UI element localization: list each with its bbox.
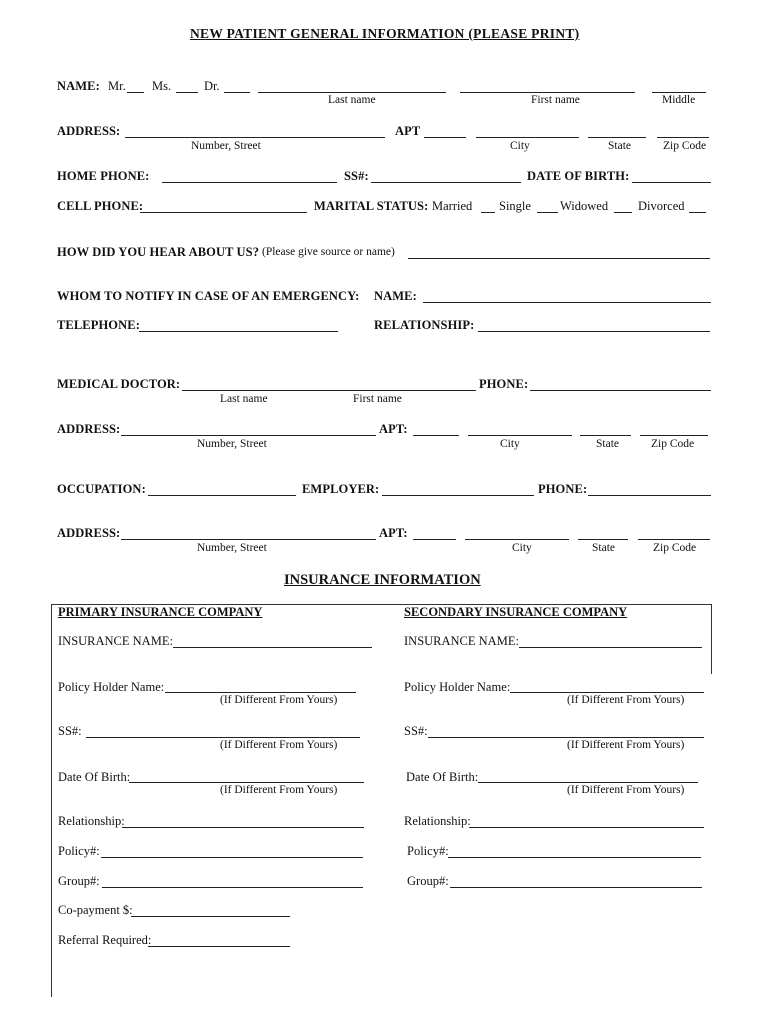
medical-doctor-label: MEDICAL DOCTOR: [57, 377, 181, 391]
last-name-field[interactable] [258, 92, 446, 93]
hear-about-field[interactable] [408, 258, 710, 259]
primary-ss-label: SS#: [58, 724, 82, 738]
dr-field[interactable] [224, 92, 250, 93]
insurance-box-right [711, 604, 712, 674]
secondary-relationship-label: Relationship: [404, 814, 471, 828]
primary-group-label: Group#: [58, 874, 100, 888]
doctor-city-field[interactable] [468, 435, 572, 436]
doctor-zip-field[interactable] [640, 435, 708, 436]
mr-field[interactable] [127, 92, 144, 93]
employer-field[interactable] [382, 495, 534, 496]
doctor-apt-field[interactable] [413, 435, 459, 436]
medical-doctor-field[interactable] [182, 390, 476, 391]
doctor-address-label: ADDRESS: [57, 422, 121, 436]
ms-option: Ms. [152, 79, 172, 93]
employer-phone-field[interactable] [588, 495, 711, 496]
divorced-field[interactable] [689, 212, 706, 213]
primary-referral-label: Referral Required: [58, 933, 152, 947]
secondary-if-different-3: (If Different From Yours) [567, 784, 685, 796]
secondary-insurance-name-label: INSURANCE NAME: [404, 634, 519, 648]
primary-insurance-heading: PRIMARY INSURANCE COMPANY [58, 605, 263, 619]
primary-ss-field[interactable] [86, 737, 360, 738]
doctor-state-caption: State [596, 438, 619, 450]
employer-zip-caption: Zip Code [653, 542, 697, 554]
doctor-phone-label: PHONE: [479, 377, 529, 391]
doctor-zip-caption: Zip Code [651, 438, 695, 450]
primary-group-field[interactable] [102, 887, 363, 888]
secondary-policy-holder-label: Policy Holder Name: [404, 680, 511, 694]
doctor-last-name-caption: Last name [220, 393, 268, 405]
ms-field[interactable] [176, 92, 198, 93]
emergency-telephone-field[interactable] [139, 331, 338, 332]
hear-about-label: HOW DID YOU HEAR ABOUT US? [57, 245, 260, 259]
dr-option: Dr. [204, 79, 220, 93]
emergency-label: WHOM TO NOTIFY IN CASE OF AN EMERGENCY: [57, 289, 360, 303]
occupation-field[interactable] [148, 495, 296, 496]
emergency-name-label: NAME: [374, 289, 417, 303]
doctor-city-caption: City [500, 438, 520, 450]
home-phone-field[interactable] [162, 182, 337, 183]
emergency-relationship-field[interactable] [478, 331, 710, 332]
zip-field[interactable] [657, 137, 709, 138]
employer-state-field[interactable] [578, 539, 628, 540]
primary-if-different-3: (If Different From Yours) [220, 784, 338, 796]
dob-field[interactable] [632, 182, 711, 183]
employer-state-caption: State [592, 542, 615, 554]
primary-policy-holder-field[interactable] [165, 692, 356, 693]
cell-phone-label: CELL PHONE: [57, 199, 144, 213]
primary-copay-label: Co-payment $: [58, 903, 133, 917]
occupation-label: OCCUPATION: [57, 482, 146, 496]
zip-caption: Zip Code [663, 140, 707, 152]
doctor-number-street-caption: Number, Street [197, 438, 267, 450]
secondary-policy-label: Policy#: [407, 844, 449, 858]
single-option: Single [499, 199, 531, 213]
secondary-policy-holder-field[interactable] [510, 692, 704, 693]
state-field[interactable] [588, 137, 646, 138]
mr-option: Mr. [108, 79, 126, 93]
primary-relationship-field[interactable] [122, 827, 364, 828]
number-street-caption: Number, Street [191, 140, 261, 152]
secondary-group-label: Group#: [407, 874, 449, 888]
doctor-address-street-field[interactable] [121, 435, 376, 436]
employer-number-street-caption: Number, Street [197, 542, 267, 554]
secondary-insurance-name-field[interactable] [519, 647, 702, 648]
primary-if-different-1: (If Different From Yours) [220, 694, 338, 706]
primary-insurance-name-label: INSURANCE NAME: [58, 634, 173, 648]
ss-field[interactable] [371, 182, 521, 183]
city-field[interactable] [476, 137, 579, 138]
divorced-option: Divorced [638, 199, 685, 213]
doctor-state-field[interactable] [580, 435, 631, 436]
primary-policy-holder-label: Policy Holder Name: [58, 680, 165, 694]
employer-phone-label: PHONE: [538, 482, 588, 496]
primary-policy-label: Policy#: [58, 844, 100, 858]
first-name-field[interactable] [460, 92, 635, 93]
employer-city-caption: City [512, 542, 532, 554]
emergency-relationship-label: RELATIONSHIP: [374, 318, 475, 332]
employer-address-label: ADDRESS: [57, 526, 121, 540]
primary-policy-field[interactable] [101, 857, 363, 858]
primary-referral-field[interactable] [148, 946, 290, 947]
employer-label: EMPLOYER: [302, 482, 380, 496]
employer-address-street-field[interactable] [121, 539, 376, 540]
secondary-insurance-heading: SECONDARY INSURANCE COMPANY [404, 605, 628, 619]
first-name-caption: First name [531, 94, 580, 106]
secondary-dob-label: Date Of Birth: [406, 770, 479, 784]
ss-label: SS#: [344, 169, 369, 183]
married-field[interactable] [481, 212, 495, 213]
doctor-first-name-caption: First name [353, 393, 402, 405]
secondary-if-different-2: (If Different From Yours) [567, 739, 685, 751]
widowed-field[interactable] [614, 212, 632, 213]
city-caption: City [510, 140, 530, 152]
secondary-dob-field[interactable] [478, 782, 698, 783]
insurance-title: INSURANCE INFORMATION [284, 572, 481, 588]
primary-if-different-2: (If Different From Yours) [220, 739, 338, 751]
hear-about-hint: (Please give source or name) [262, 246, 395, 258]
secondary-group-field[interactable] [450, 887, 702, 888]
address-street-field[interactable] [125, 137, 385, 138]
single-field[interactable] [537, 212, 558, 213]
cell-phone-field[interactable] [140, 212, 307, 213]
insurance-box-left [51, 604, 52, 997]
apt-label: APT [395, 124, 421, 138]
doctor-phone-field[interactable] [530, 390, 711, 391]
home-phone-label: HOME PHONE: [57, 169, 150, 183]
secondary-relationship-field[interactable] [469, 827, 704, 828]
address-label: ADDRESS: [57, 124, 121, 138]
name-label: NAME: [57, 79, 100, 93]
secondary-ss-label: SS#: [404, 724, 428, 738]
employer-apt-label: APT: [379, 526, 408, 540]
primary-dob-field[interactable] [129, 782, 364, 783]
employer-apt-field[interactable] [413, 539, 456, 540]
emergency-telephone-label: TELEPHONE: [57, 318, 140, 332]
marital-label: MARITAL STATUS: [314, 199, 429, 213]
employer-zip-field[interactable] [638, 539, 710, 540]
state-caption: State [608, 140, 631, 152]
primary-insurance-name-field[interactable] [173, 647, 372, 648]
widowed-option: Widowed [560, 199, 609, 213]
primary-relationship-label: Relationship: [58, 814, 125, 828]
emergency-name-field[interactable] [423, 302, 711, 303]
middle-caption: Middle [662, 94, 696, 106]
primary-dob-label: Date Of Birth: [58, 770, 131, 784]
form-title: NEW PATIENT GENERAL INFORMATION (PLEASE PRINT) [190, 26, 580, 41]
secondary-policy-field[interactable] [448, 857, 701, 858]
primary-copay-field[interactable] [131, 916, 290, 917]
married-option: Married [432, 199, 473, 213]
dob-label: DATE OF BIRTH: [527, 169, 630, 183]
apt-field[interactable] [424, 137, 466, 138]
secondary-if-different-1: (If Different From Yours) [567, 694, 685, 706]
middle-name-field[interactable] [652, 92, 706, 93]
last-name-caption: Last name [328, 94, 376, 106]
secondary-ss-field[interactable] [428, 737, 704, 738]
doctor-apt-label: APT: [379, 422, 408, 436]
employer-city-field[interactable] [465, 539, 569, 540]
